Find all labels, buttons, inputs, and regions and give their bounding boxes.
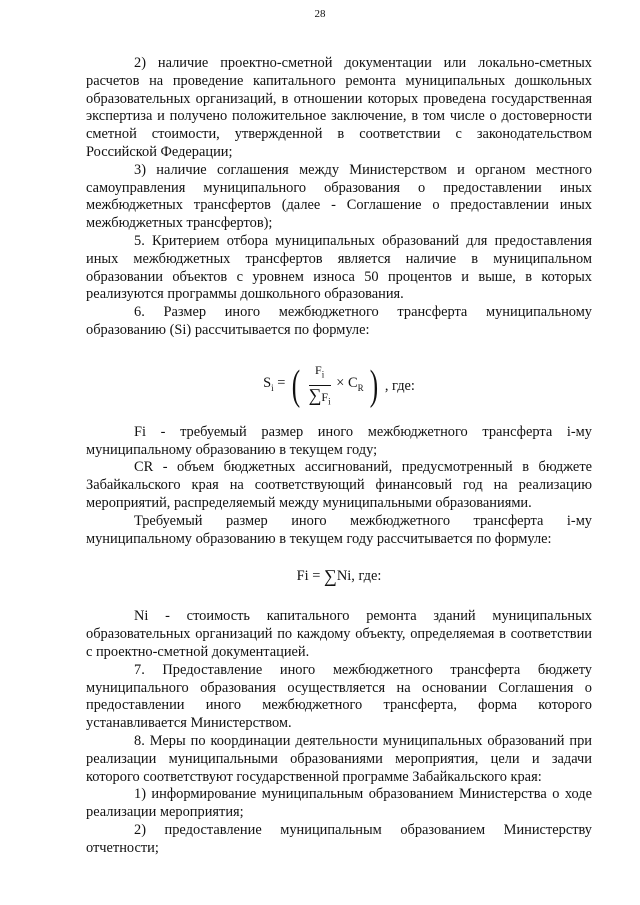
paragraph: 8. Меры по координации деятельности муниципальных образований при реализации муниципальными образованиями мероприятия, цели и задачи которого соответствуют государственной программе Забайкальского края: <box>86 732 592 785</box>
left-paren: ( <box>291 363 301 410</box>
formula-tail: , где: <box>384 377 415 394</box>
paragraph: 1) информирование муниципальным образованием Министерства о ходе реализации мероприятия; <box>86 786 592 821</box>
fraction-denominator: $\sum F_i$ <box>308 384 331 407</box>
paragraph: 5. Критерием отбора муниципальных образований для предоставления иных межбюджетных трансфертов является наличие в муниципальном образовании объектов с уровнем износа 50 процентов и выше, в которых реализуются программы дошкольного образования. <box>86 232 592 303</box>
paragraph: Fi - требуемый размер иного межбюджетного трансферта i-му муниципальному образованию в текущем году; <box>86 423 592 458</box>
paragraph: 2) предоставление муниципальным образованием Министерству отчетности; <box>86 821 592 856</box>
paragraph: CR - объем бюджетных ассигнований, предусмотренный в бюджете Забайкальского края на соответствующий финансовый год на реализацию мероприятий, распределяемый между муниципальными образованиями. <box>86 459 592 511</box>
page-number: 28 <box>314 8 326 20</box>
sigma-symbol: ∑ <box>324 566 337 587</box>
paragraph: 3) наличие соглашения между Министерством и органом местного самоуправления муниципального образования о предоставлении иных межбюджетных трансфертов (далее - Соглашение о предоставлении иных межбюджетных трансфертов); <box>86 161 592 232</box>
formula-si <box>86 340 592 424</box>
right-paren: ) <box>370 363 379 410</box>
paragraph: 6. Размер иного межбюджетного трансферта муниципальному образованию (Si) рассчитывается по формуле: <box>86 304 592 338</box>
paragraph: Ni - стоимость капитального ремонта зданий муниципальных образовательных организаций по каждому объекту, определяемая в соответствии с проектно-сметной документацией. <box>86 608 592 660</box>
document-body <box>86 55 592 857</box>
fraction <box>309 362 331 411</box>
paragraph: 7. Предоставление иного межбюджетного трансферта бюджету муниципального образования осуществляется на основании Соглашения о предоставлении иного межбюджетного трансферта, форма которого устанавливается Министерством. <box>86 661 592 732</box>
formula2-eq: = <box>312 568 321 585</box>
formula2-rhs: Ni, где: <box>336 568 382 585</box>
formula-lhs: $S_i$ = <box>263 375 286 393</box>
paragraph: Требуемый размер иного межбюджетного трансферта i-му муниципальному образованию в текущем году рассчитывается по формуле: <box>86 512 592 547</box>
formula-fi <box>86 548 592 608</box>
formula-multiplier: × $C_R$ <box>336 375 364 393</box>
paragraph: 2) наличие проектно-сметной документации или локально-сметных расчетов на проведение капитального ремонта муниципальных дошкольных образовательных организаций, в отношении которых проведена государственная экспертиза и получено положительное заключение, в том числе о достоверности сметной стоимости, утвержденной в соответствии с законодательством Российской Федерации; <box>86 55 592 160</box>
formula2-lhs: Fi <box>296 568 309 585</box>
fraction-numerator: $F_i$ <box>309 362 331 386</box>
